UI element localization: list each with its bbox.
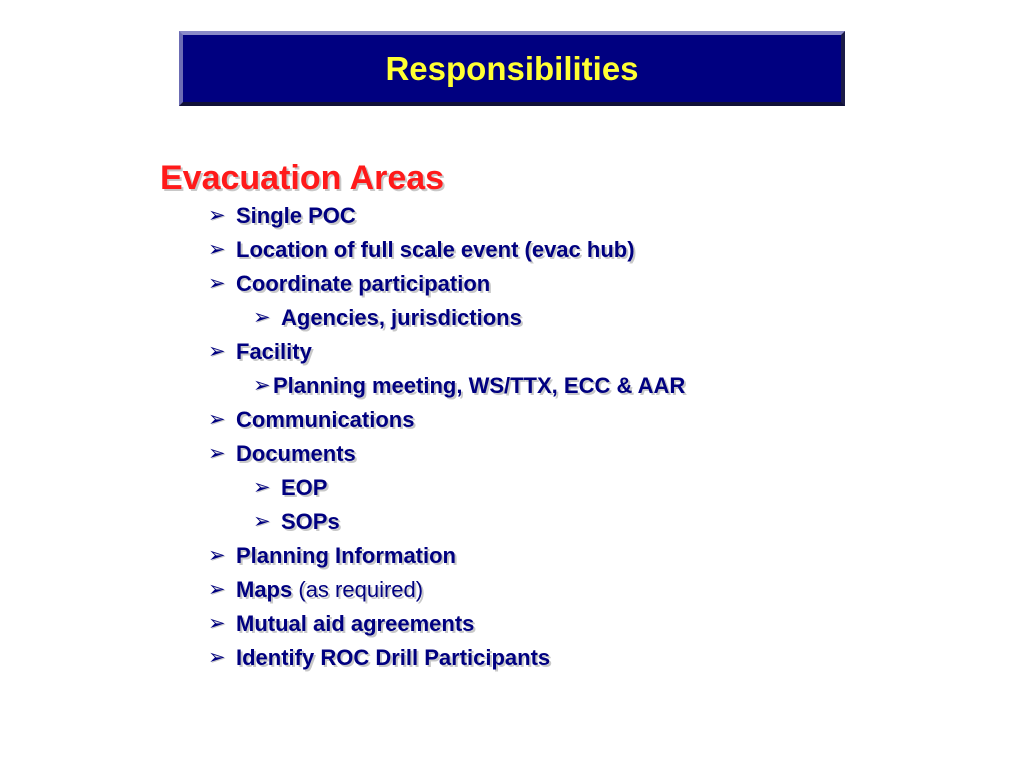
slide-title: Responsibilities (385, 50, 639, 87)
arrow-bullet-icon: ➢ (208, 340, 226, 363)
list-item-text: Planning Information (236, 543, 456, 568)
arrow-bullet-icon: ➢ (208, 238, 226, 261)
list-item-text: Identify ROC Drill Participants (236, 645, 551, 670)
arrow-bullet-icon: ➢ (253, 374, 271, 397)
arrow-bullet-icon: ➢ (208, 612, 226, 635)
list-item-text: Facility (236, 339, 312, 364)
list-item-bold-text: Maps (236, 577, 293, 602)
list-item-text: Mutual aid agreements (236, 611, 475, 636)
list-item-note: (as required) (292, 577, 424, 602)
arrow-bullet-icon: ➢ (208, 272, 226, 295)
arrow-bullet-icon: ➢ (253, 510, 271, 533)
arrow-bullet-icon: ➢ (208, 408, 226, 431)
list-item-text: EOP (281, 475, 328, 500)
arrow-bullet-icon: ➢ (208, 204, 226, 227)
list-item-text: Planning meeting, WS/TTX, ECC & AAR (273, 373, 686, 398)
list-item-text: Coordinate participation (236, 271, 491, 296)
list-item-text: Agencies, jurisdictions (281, 305, 522, 330)
arrow-bullet-icon: ➢ (253, 476, 271, 499)
arrow-bullet-icon: ➢ (208, 646, 226, 669)
arrow-bullet-icon: ➢ (208, 442, 226, 465)
list-item-text: Location of full scale event (evac hub) (236, 237, 635, 262)
arrow-bullet-icon: ➢ (208, 578, 226, 601)
list-item-text: Documents (236, 441, 356, 466)
title-banner (179, 31, 845, 106)
arrow-bullet-icon: ➢ (253, 306, 271, 329)
arrow-bullet-icon: ➢ (208, 544, 226, 567)
list-item-text: Single POC (236, 203, 356, 228)
list-item-text: Communications (236, 407, 415, 432)
section-heading: Evacuation Areas (160, 159, 445, 197)
list-item-text: SOPs (281, 509, 340, 534)
list-item-text (236, 573, 423, 607)
